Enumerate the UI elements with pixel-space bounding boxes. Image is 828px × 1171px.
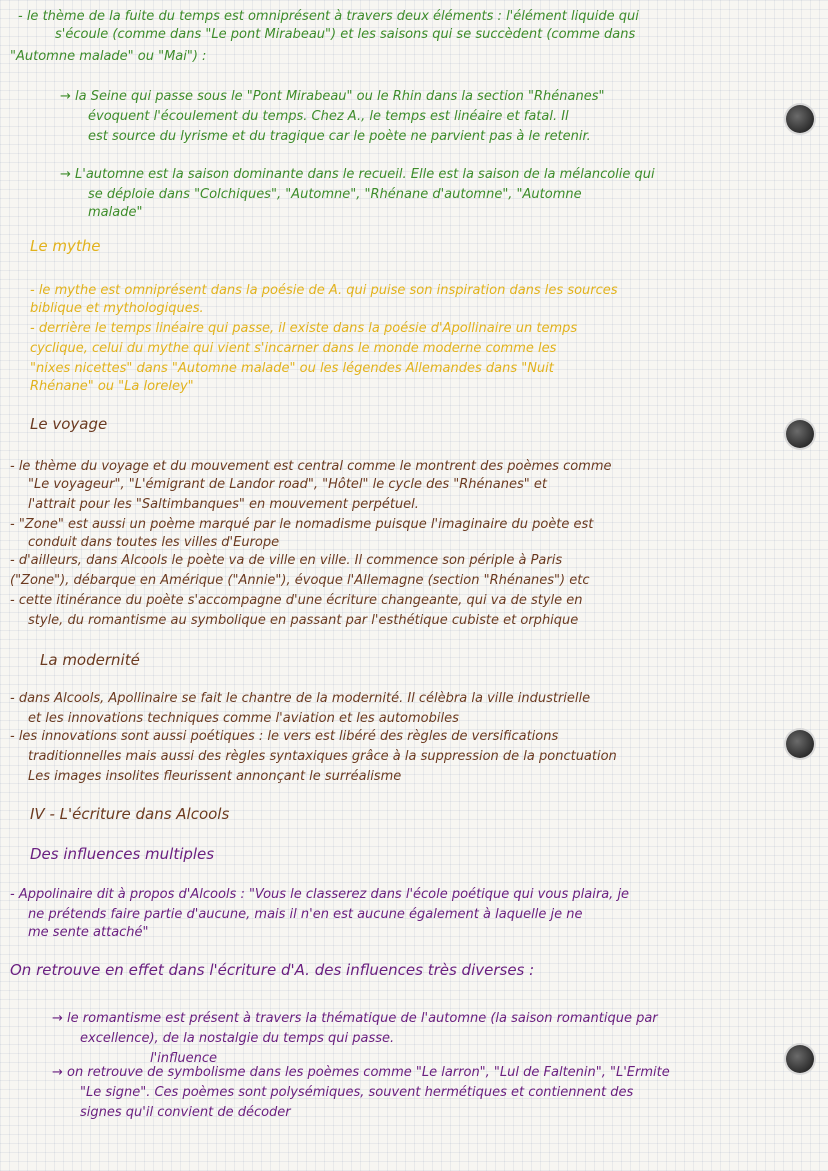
binder-hole: [786, 420, 814, 448]
note-line: se déploie dans "Colchiques", "Automne", "Rhénane d'automne", "Automne: [88, 187, 582, 202]
note-line: - le mythe est omniprésent dans la poésie de A. qui puise son inspiration dans les sources: [30, 283, 618, 298]
note-line: → on retrouve de symbolisme dans les poèmes comme "Le larron", "Lul de Faltenin", "L'Ermite: [52, 1065, 670, 1080]
note-line: et les innovations techniques comme l'aviation et les automobiles: [28, 711, 459, 726]
note-line: biblique et mythologiques.: [30, 301, 204, 316]
note-line: - Appolinaire dit à propos d'Alcools : "Vous le classerez dans l'école poétique qui vous plaira, je: [10, 887, 630, 902]
note-line: malade": [88, 205, 143, 220]
note-line: évoquent l'écoulement du temps. Chez A., le temps est linéaire et fatal. Il: [88, 109, 569, 124]
note-line: excellence), de la nostalgie du temps qui passe.: [80, 1031, 395, 1046]
note-line: ("Zone"), débarque en Amérique ("Annie"), évoque l'Allemagne (section "Rhénanes") etc: [10, 573, 590, 588]
note-line: - dans Alcools, Apollinaire se fait le chantre de la modernité. Il célèbra la ville industrielle: [10, 691, 591, 706]
note-line: "nixes nicettes" dans "Automne malade" ou les légendes Allemandes dans "Nuit: [30, 361, 554, 376]
note-line: - le thème de la fuite du temps est omniprésent à travers deux éléments : l'élément liquide qui: [18, 9, 639, 24]
note-line: me sente attaché": [28, 925, 149, 940]
note-line: conduit dans toutes les villes d'Europe: [28, 535, 280, 550]
note-line: ne prétends faire partie d'aucune, mais il n'en est aucune également à laquelle je ne: [28, 907, 583, 922]
note-line: → le romantisme est présent à travers la thématique de l'automne (la saison romantique par: [52, 1011, 658, 1026]
note-line: cyclique, celui du mythe qui vient s'incarner dans le monde moderne comme les: [30, 341, 557, 356]
note-line: - "Zone" est aussi un poème marqué par le nomadisme puisque l'imaginaire du poète est: [10, 517, 594, 532]
note-line: signes qu'il convient de décoder: [80, 1105, 291, 1120]
binder-hole: [786, 1045, 814, 1073]
note-line: → L'automne est la saison dominante dans le recueil. Elle est la saison de la mélancolie qui: [60, 167, 655, 182]
note-line: s'écoule (comme dans "Le pont Mirabeau") et les saisons qui se succèdent (comme dans: [55, 27, 636, 42]
binder-hole: [786, 730, 814, 758]
note-line: → la Seine qui passe sous le "Pont Mirabeau" ou le Rhin dans la section "Rhénanes": [60, 89, 605, 104]
section-heading: On retrouve en effet dans l'écriture d'A. des influences très diverses :: [10, 962, 535, 979]
note-line: "Automne malade" ou "Mai") :: [10, 49, 207, 64]
note-line: l'attrait pour les "Saltimbanques" en mouvement perpétuel.: [28, 497, 419, 512]
note-line: - les innovations sont aussi poétiques : le vers est libéré des règles de versifications: [10, 729, 559, 744]
note-line: style, du romantisme au symbolique en passant par l'esthétique cubiste et orphique: [28, 613, 579, 628]
binder-hole: [786, 105, 814, 133]
note-line: "Le signe". Ces poèmes sont polysémiques, souvent hermétiques et contiennent des: [80, 1085, 634, 1100]
note-line: - d'ailleurs, dans Alcools le poète va de ville en ville. Il commence son périple à Paris: [10, 553, 563, 568]
section-heading: Le mythe: [30, 238, 101, 255]
note-line: - derrière le temps linéaire qui passe, il existe dans la poésie d'Apollinaire un temps: [30, 321, 578, 336]
section-heading: La modernité: [40, 652, 140, 669]
section-heading: Le voyage: [30, 416, 108, 433]
note-line: Rhénane" ou "La loreley": [30, 379, 194, 394]
note-line: Les images insolites fleurissent annonçant le surréalisme: [28, 769, 402, 784]
section-heading: IV - L'écriture dans Alcools: [30, 806, 230, 823]
section-heading: Des influences multiples: [30, 846, 215, 863]
note-line: - le thème du voyage et du mouvement est central comme le montrent des poèmes comme: [10, 459, 612, 474]
note-line: - cette itinérance du poète s'accompagne d'une écriture changeante, qui va de style en: [10, 593, 583, 608]
note-line: "Le voyageur", "L'émigrant de Landor road", "Hôtel" le cycle des "Rhénanes" et: [28, 477, 547, 492]
note-line: l'influence: [150, 1051, 218, 1066]
note-line: traditionnelles mais aussi des règles syntaxiques grâce à la suppression de la ponctuation: [28, 749, 617, 764]
note-line: est source du lyrisme et du tragique car le poète ne parvient pas à le retenir.: [88, 129, 591, 144]
